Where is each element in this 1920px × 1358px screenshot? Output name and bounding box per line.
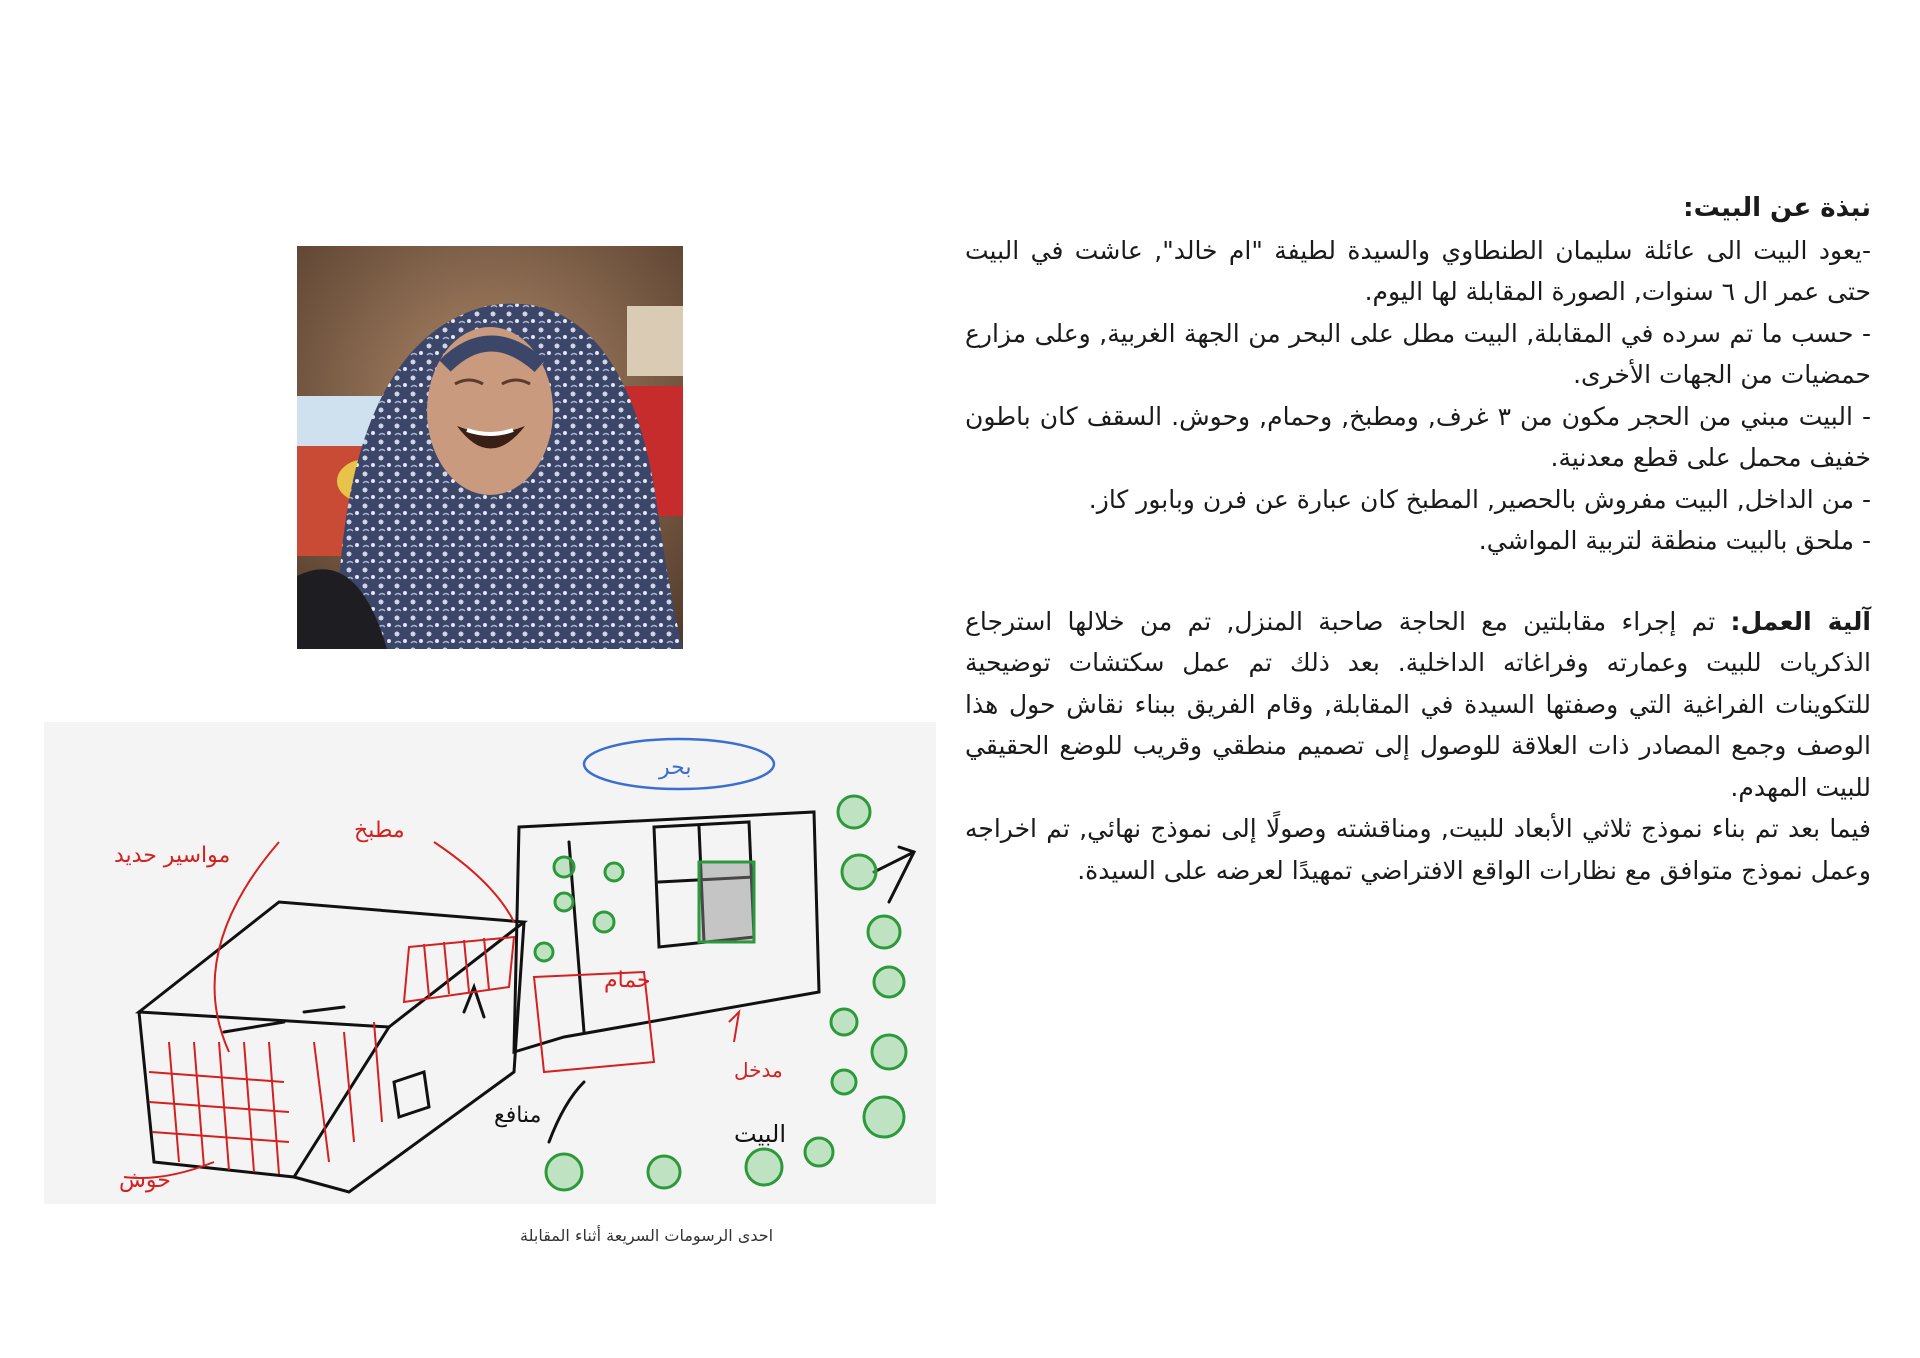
about-heading: نبذة عن البيت: [1683, 193, 1871, 223]
label-bath: حمام [604, 968, 651, 993]
about-paragraph: - من الداخل, البيت مفروش بالحصير, المطبخ كان عبارة عن فرن وبابور كاز. [1088, 484, 1871, 514]
about-paragraph: - البيت مبني من الحجر مكون من ٣ غرف, ومطبخ, وحمام, وحوش. السقف كان باطون خفيف محمل على قطع معدنية. [965, 401, 1871, 472]
label-kitchen: مطبخ [354, 818, 405, 843]
method-paragraph [965, 601, 1871, 809]
method-paragraph-2: فيما بعد تم بناء نموذج ثلاثي الأبعاد للبيت, ومناقشته وصولًا إلى نموذج نهائي, تم اخراجه وعمل نموذج متوافق مع نظارات الواقع الافتراضي تمهيدًا لعرضه على السيدة. [965, 814, 1871, 885]
method-label: آلية العمل: [1730, 606, 1871, 636]
label-house: البيت [734, 1120, 787, 1148]
about-paragraph: - حسب ما تم سرده في المقابلة, البيت مطل على البحر من الجهة الغربية, وعلى مزارع حمضيات من الجهات الأخرى. [965, 318, 1871, 389]
method-text: تم إجراء مقابلتين مع الحاجة صاحبة المنزل, تم من خلالها استرجاع الذكريات للبيت وعمارته وفراغاته الداخلية. بعد ذلك تم عمل سكتشات توضيحية للتكوينات الفراغية التي وصفتها السيدة في المقابلة, وقام الفريق ببناء نقاش حول هذا الوصف وجمع المصادر ذات العلاقة للوصول إلى تصميم منطقي وقريب للوضع الحقيقي للبيت المهدم. [965, 606, 1871, 802]
about-paragraph: - ملحق بالبيت منطقة لتربية المواشي. [1478, 526, 1871, 555]
text-column [965, 188, 1871, 891]
label-entrance: مدخل [734, 1058, 783, 1082]
about-paragraph: -يعود البيت الى عائلة سليمان الطنطاوي والسيدة لطيفة "ام خالد", عاشت في البيت حتى عمر ال ٦ سنوات, الصورة المقابلة لها اليوم. [965, 235, 1871, 306]
portrait-illustration [297, 246, 683, 649]
label-courtyard: حوش [119, 1168, 171, 1193]
sketch-drawing [44, 722, 936, 1204]
sketch-caption: احدى الرسومات السريعة أثناء المقابلة [520, 1226, 774, 1245]
label-sea: بحر [659, 755, 692, 780]
label-pipes: مواسير حديد [114, 843, 231, 868]
tree-marks [535, 796, 906, 1190]
interview-sketch [44, 722, 936, 1204]
portrait-photo [297, 246, 683, 649]
label-facilities: منافع [494, 1103, 542, 1128]
